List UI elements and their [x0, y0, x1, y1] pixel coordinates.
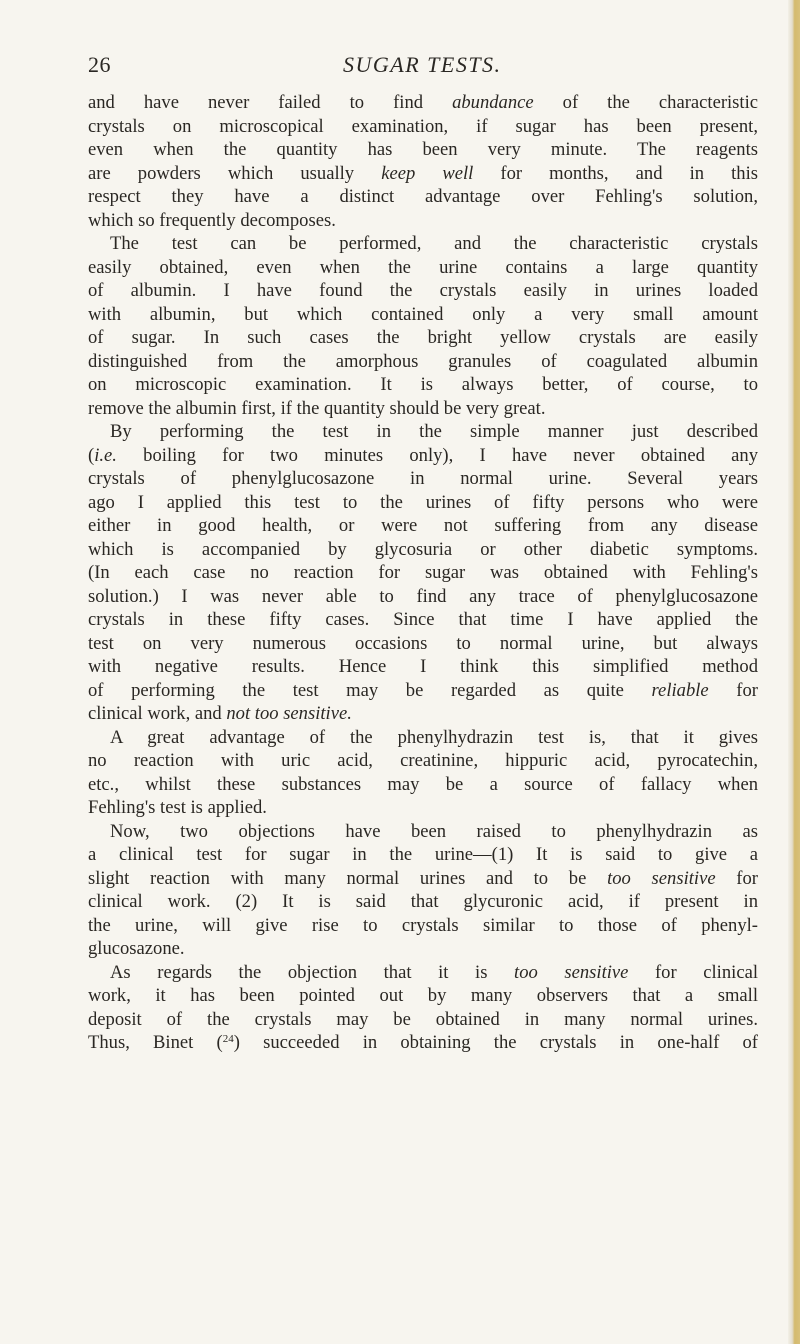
text-line: [88, 820, 758, 844]
text-line: [88, 702, 758, 726]
text-segment: either in good health, or were not suffering from any disease: [88, 515, 758, 536]
page-header: [88, 52, 748, 82]
text-line: [88, 162, 758, 186]
text-segment: A great advantage of the phenylhydrazin test is, that it gives: [110, 726, 758, 748]
italic-text: reliable: [651, 679, 709, 701]
italic-text: too sensitive: [607, 867, 716, 889]
text-line: [88, 1031, 758, 1055]
text-segment: (: [88, 444, 95, 466]
text-segment: are powders which usually: [88, 162, 382, 184]
text-line: [88, 138, 758, 162]
text-line: [88, 796, 758, 820]
body-text: [88, 91, 758, 1055]
text-segment: with negative results. Hence I think this simplified method: [88, 656, 758, 677]
text-segment: ago I applied this test to the urines of fifty persons who were: [88, 491, 758, 513]
text-line: [88, 1008, 758, 1032]
citation-superscript: 24: [222, 1033, 234, 1045]
text-line: [88, 397, 758, 421]
text-line: [88, 279, 758, 303]
text-line: [88, 209, 758, 233]
text-line: [88, 984, 758, 1008]
text-segment: crystals on microscopical examination, if sugar has been present,: [88, 115, 758, 137]
text-segment: solution.) I was never able to find any trace of phenylglucosazone: [88, 585, 758, 607]
text-line: [88, 91, 758, 115]
text-segment: test on very numerous occasions to normal urine, but always: [88, 632, 758, 654]
text-segment: boiling for two minutes only), I have never obtained any: [116, 444, 758, 466]
text-segment: crystals of phenylglucosazone in normal urine. Several years: [88, 468, 758, 489]
text-segment: of albumin. I have found the crystals easily in urines loaded: [88, 280, 758, 301]
text-line: [88, 232, 758, 256]
text-line: [88, 655, 758, 679]
text-line: [88, 961, 758, 985]
text-line: [88, 679, 758, 703]
text-line: [88, 185, 758, 209]
text-line: [88, 561, 758, 585]
text-segment: (In each case no reaction for sugar was obtained with Fehling's: [88, 562, 758, 583]
text-segment: The test can be performed, and the characteristic crystals: [110, 233, 758, 254]
text-segment: for clinical: [628, 961, 758, 983]
text-line: [88, 632, 758, 656]
text-segment: clinical work, and: [88, 703, 227, 724]
text-segment: etc., whilst these substances may be a source of fallacy when: [88, 773, 758, 795]
text-line: [88, 937, 758, 961]
italic-text: keep well: [381, 162, 474, 184]
text-segment: of the characteristic: [533, 92, 758, 113]
text-line: [88, 326, 758, 350]
text-line: [88, 867, 758, 891]
text-line: [88, 843, 758, 867]
text-segment: crystals in these fifty cases. Since that time I have applied the: [88, 609, 758, 630]
running-head: SUGAR TESTS.: [343, 52, 502, 77]
text-segment: a clinical test for sugar in the urine—(1) It is said to give a: [88, 844, 758, 865]
text-line: [88, 773, 758, 797]
text-segment: no reaction with uric acid, creatinine, hippuric acid, pyrocatechin,: [88, 750, 758, 771]
italic-text: abundance: [452, 92, 534, 113]
text-segment: Now, two objections have been raised to phenylhydrazin as: [110, 820, 758, 842]
text-line: [88, 538, 758, 562]
text-segment: glucosazone.: [88, 938, 185, 959]
text-segment: easily obtained, even when the urine contains a large quantity: [88, 256, 758, 278]
text-segment: of sugar. In such cases the bright yellow crystals are easily: [88, 327, 758, 348]
text-line: [88, 608, 758, 632]
text-segment: which is accompanied by glycosuria or other diabetic symptoms.: [88, 538, 758, 560]
text-line: [88, 890, 758, 914]
text-segment: the urine, will give rise to crystals similar to those of phenyl-: [88, 914, 758, 936]
text-line: [88, 256, 758, 280]
text-line: [88, 914, 758, 938]
text-segment: ) succeeded in obtaining the crystals in one-half of: [233, 1032, 758, 1053]
page-number: 26: [88, 52, 111, 77]
text-line: [88, 444, 758, 468]
text-line: [88, 350, 758, 374]
text-line: [88, 491, 758, 515]
text-segment: respect they have a distinct advantage over Fehling's solution,: [88, 186, 758, 207]
text-line: [88, 420, 758, 444]
text-segment: Thus, Binet (: [88, 1032, 223, 1053]
text-segment: remove the albumin first, if the quantity should be very great.: [88, 397, 546, 419]
text-segment: clinical work. (2) It is said that glycuronic acid, if present in: [88, 891, 758, 912]
italic-text: i.e.: [94, 444, 117, 466]
page-edge: [788, 0, 800, 1344]
text-line: [88, 467, 758, 491]
text-line: [88, 726, 758, 750]
text-segment: for months, and in this: [473, 162, 758, 184]
text-segment: Fehling's test is applied.: [88, 797, 267, 818]
text-segment: even when the quantity has been very minute. The reagents: [88, 139, 758, 160]
text-line: [88, 373, 758, 397]
italic-text: not too sensitive.: [226, 703, 352, 724]
text-segment: for: [708, 679, 758, 701]
text-segment: for: [715, 867, 758, 889]
text-segment: By performing the test in the simple manner just described: [110, 421, 758, 442]
text-segment: As regards the objection that it is: [110, 961, 515, 983]
text-segment: of performing the test may be regarded as quite: [88, 679, 652, 701]
text-line: [88, 303, 758, 327]
italic-text: too sensitive: [514, 961, 629, 983]
text-line: [88, 749, 758, 773]
text-segment: slight reaction with many normal urines and to be: [88, 867, 608, 889]
text-segment: with albumin, but which contained only a very small amount: [88, 303, 758, 325]
text-segment: distinguished from the amorphous granules of coagulated albumin: [88, 350, 758, 372]
text-segment: work, it has been pointed out by many observers that a small: [88, 985, 758, 1006]
text-segment: and have never failed to find: [88, 92, 453, 113]
text-segment: which so frequently decomposes.: [88, 209, 336, 231]
text-line: [88, 115, 758, 139]
text-line: [88, 514, 758, 538]
text-segment: on microscopic examination. It is always better, of course, to: [88, 374, 758, 395]
text-segment: deposit of the crystals may be obtained in many normal urines.: [88, 1008, 758, 1030]
text-line: [88, 585, 758, 609]
